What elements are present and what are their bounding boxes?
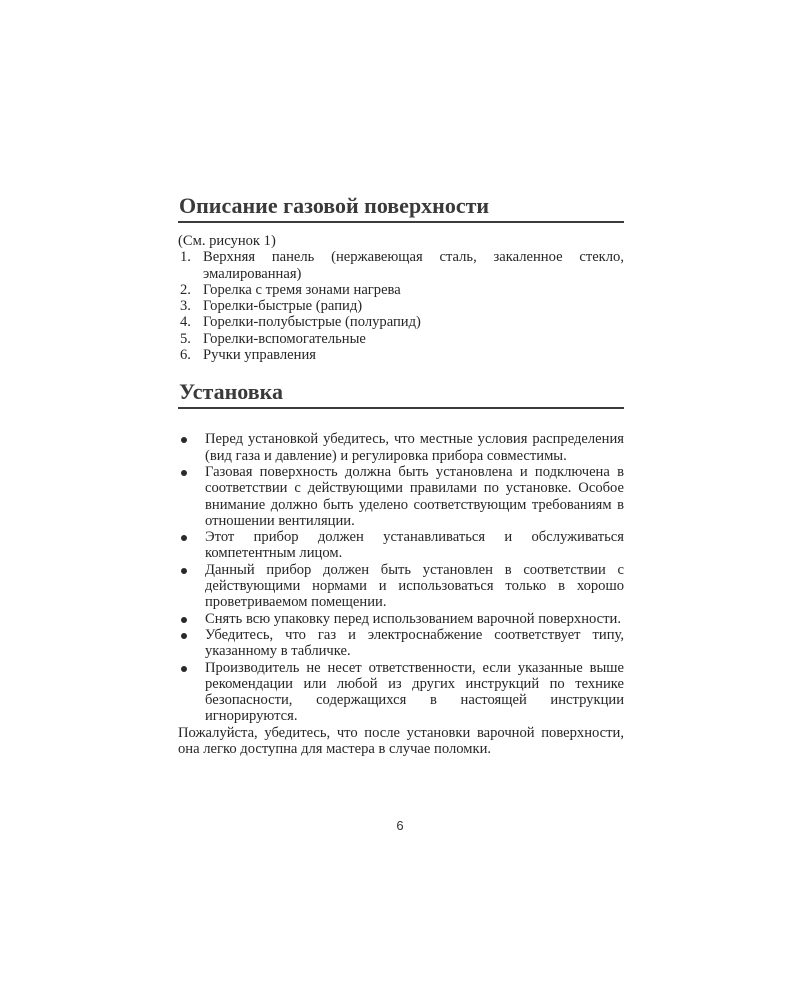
bullet-icon: [181, 568, 187, 574]
section-heading-description: Описание газовой поверхности: [178, 192, 624, 223]
bullet-icon: [181, 633, 187, 639]
list-item: [178, 562, 624, 611]
rule-text: Данный прибор должен быть установлен в соответствии с действующими нормами и использоваться только в хорошо проветриваемом помещении.: [205, 561, 624, 611]
bullet-icon: [181, 617, 187, 623]
bullet-icon: [181, 535, 187, 541]
section-heading-installation: Установка: [178, 378, 624, 409]
item-text: Верхняя панель (нержавеющая сталь, закаленное стекло, эмалированная): [203, 249, 624, 282]
list-item: [178, 282, 624, 298]
bullet-icon: [181, 666, 187, 672]
item-text: Ручки управления: [203, 347, 316, 364]
item-number: 1.: [180, 249, 191, 266]
list-item: [178, 314, 624, 330]
item-text: Горелка с тремя зонами нагрева: [203, 281, 401, 298]
item-number: 5.: [180, 330, 191, 347]
parts-list: [178, 249, 624, 363]
page-number: 6: [396, 818, 404, 833]
rule-text: Убедитесь, что газ и электроснабжение соответствует типу, указанному в табличке.: [205, 626, 624, 660]
item-text: Горелки-вспомогательные: [203, 330, 366, 347]
list-item: [178, 347, 624, 363]
list-item: [178, 660, 624, 725]
rule-text: Снять всю упаковку перед использованием варочной поверхности.: [205, 610, 621, 627]
closing-paragraph: Пожалуйста, убедитесь, что после установки варочной поверхности, она легко доступна для мастера в случае поломки.: [178, 724, 624, 758]
item-number: 4.: [180, 314, 191, 331]
installation-rules-list: [178, 431, 624, 724]
list-item: [178, 611, 624, 627]
list-item: [178, 298, 624, 314]
see-figure-note: (См. рисунок 1): [178, 233, 276, 249]
list-item: [178, 464, 624, 529]
list-item: [178, 529, 624, 562]
rule-text: Этот прибор должен устанавливаться и обслуживаться компетентным лицом.: [205, 529, 624, 562]
document-page: [178, 192, 624, 757]
item-number: 2.: [180, 281, 191, 298]
item-text: Горелки-быстрые (рапид): [203, 298, 363, 315]
item-text: Горелки-полубыстрые (полурапид): [203, 314, 421, 331]
rule-text: Перед установкой убедитесь, что местные условия распределения (вид газа и давление) и регулировка прибора совместимы.: [205, 431, 624, 464]
list-item: [178, 249, 624, 282]
item-number: 6.: [180, 347, 191, 364]
rule-text: Производитель не несет ответственности, если указанные выше рекомендации или любой из других инструкций по технике безопасности, содержащихся в настоящей инструкции игнорируются.: [205, 659, 624, 725]
list-item: [178, 627, 624, 660]
list-item: [178, 331, 624, 347]
list-item: [178, 431, 624, 464]
bullet-icon: [181, 470, 187, 476]
bullet-icon: [181, 437, 187, 443]
item-number: 3.: [180, 298, 191, 315]
rule-text: Газовая поверхность должна быть установлена и подключена в соответствии с действующими правилами по установке. Особое внимание должно быть уделено соответствующим требованиям в отношении вентиляции.: [205, 463, 624, 529]
